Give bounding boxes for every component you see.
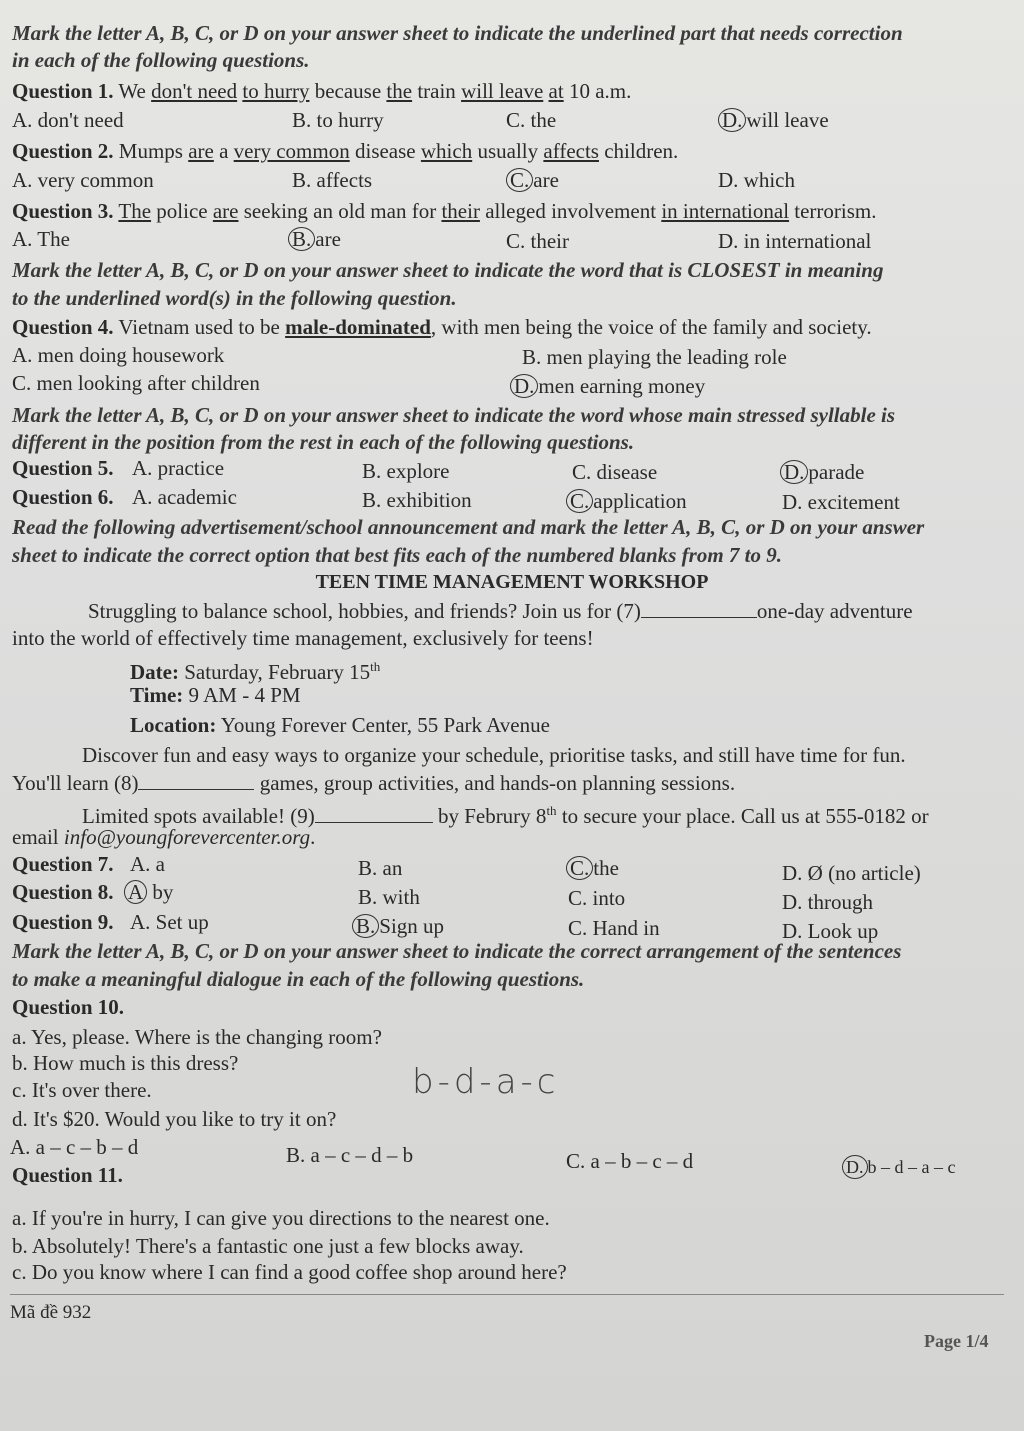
option-a[interactable]: A. academic (132, 485, 237, 509)
exam-code: Mã đề 932 (10, 1302, 92, 1323)
question-label: Question 4. (12, 315, 114, 339)
option-text: men earning money (538, 374, 706, 398)
underlined-part: their (441, 199, 480, 223)
underlined-part: affects (543, 139, 599, 163)
blank-8 (138, 789, 254, 790)
option-a[interactable]: A. a (130, 852, 165, 876)
underlined-part: will leave (461, 79, 544, 103)
text: to secure your place. Call us at 555-0182 or (556, 804, 929, 828)
option-b[interactable]: B. to hurry (292, 108, 384, 132)
ad-paragraph-3-cont (12, 824, 315, 850)
ad-paragraph-1 (88, 598, 913, 624)
option-c[interactable]: C. men looking after children (12, 371, 260, 395)
label: Date: (130, 660, 179, 684)
question-3 (12, 198, 877, 224)
ad-title: TEEN TIME MANAGEMENT WORKSHOP (315, 571, 709, 593)
option-text: parade (808, 460, 865, 484)
option-c[interactable] (566, 855, 619, 881)
option-a[interactable]: A. practice (132, 456, 225, 480)
email-address: info@youngforevercenter.org (63, 825, 311, 849)
circled-answer: D. (718, 108, 746, 132)
text: You'll learn (8) (12, 771, 139, 795)
text: one-day adventure (756, 599, 913, 623)
superscript: th (546, 803, 557, 818)
text: email (12, 825, 64, 849)
handwritten-answer: b-d-a-c (412, 1062, 560, 1102)
question-10-label: Question 10. (12, 995, 125, 1019)
option-d[interactable] (510, 373, 705, 399)
value: Young Forever Center, 55 Park Avenue (216, 713, 550, 737)
question-4 (12, 314, 872, 340)
text: train (412, 79, 462, 103)
option-d[interactable]: D. which (718, 168, 795, 192)
instruction-correction: Mark the letter A, B, C, or D on your answer sheet to indicate the underlined part that needs correction (12, 21, 903, 45)
instruction-reading-cont: sheet to indicate the correct option that best fits each of the numbered blanks from 7 to 9. (12, 543, 782, 567)
circled-answer: C. (566, 856, 593, 880)
option-d[interactable]: D. Ø (no article) (782, 861, 921, 885)
text: Vietnam used to be (113, 315, 286, 339)
question-2 (12, 138, 678, 164)
option-text: by (147, 880, 174, 904)
option-d[interactable] (780, 459, 864, 485)
circled-answer: D. (842, 1155, 868, 1179)
dialogue-line-c: c. Do you know where I can find a good coffee shop around here? (12, 1260, 567, 1284)
circled-answer: D. (780, 460, 808, 484)
underlined-part: to hurry (242, 79, 310, 103)
option-text: are (533, 168, 559, 192)
text: by Februry 8 (432, 804, 547, 828)
question-7-label: Question 7. (12, 852, 114, 876)
option-text: the (593, 856, 619, 880)
label: Location: (130, 713, 217, 737)
ad-paragraph-1-cont: into the world of effectively time management, exclusively for teens! (12, 626, 594, 650)
option-b[interactable]: B. explore (362, 459, 450, 483)
text: 10 a.m. (563, 79, 632, 103)
instruction-reading: Read the following advertisement/school announcement and mark the letter A, B, C, or D on your answer (12, 515, 925, 539)
underlined-part: the (386, 79, 413, 103)
blank-7 (641, 617, 757, 618)
option-b[interactable] (288, 226, 341, 252)
ad-location (130, 712, 550, 738)
instruction-arrangement-cont: to make a meaningful dialogue in each of the following questions. (12, 967, 585, 991)
instruction-arrangement: Mark the letter A, B, C, or D on your answer sheet to indicate the correct arrangement of the sentences (12, 939, 902, 963)
question-label: Question 3. (12, 199, 114, 223)
text: children. (598, 139, 679, 163)
underlined-part: are (188, 139, 214, 163)
superscript: th (370, 659, 381, 674)
option-c[interactable]: C. a – b – c – d (566, 1149, 694, 1173)
underlined-part: The (118, 199, 152, 223)
option-b[interactable] (352, 913, 444, 939)
option-b[interactable]: B. affects (292, 168, 373, 192)
option-b[interactable]: B. a – c – d – b (286, 1143, 414, 1167)
option-text: application (593, 489, 687, 513)
question-11-label: Question 11. (12, 1163, 123, 1187)
question-label: Question 1. (12, 79, 114, 103)
question-6-label: Question 6. (12, 485, 114, 509)
text: a (213, 139, 234, 163)
option-text: are (315, 227, 341, 251)
dialogue-line-b: b. How much is this dress? (12, 1051, 239, 1075)
option-a[interactable] (124, 879, 173, 905)
underlined-part: very common (233, 139, 350, 163)
text: because (309, 79, 387, 103)
text: Mumps (113, 139, 189, 163)
circled-answer: B. (288, 227, 315, 251)
value: 9 AM - 4 PM (183, 683, 301, 707)
option-a[interactable]: A. men doing housework (12, 343, 225, 367)
ad-time (130, 682, 301, 708)
question-label: Question 2. (12, 139, 114, 163)
dialogue-line-c: c. It's over there. (12, 1078, 152, 1102)
dialogue-line-a: a. If you're in hurry, I can give you directions to the nearest one. (12, 1206, 550, 1230)
instruction-stress-cont: different in the position from the rest in each of the following questions. (12, 430, 635, 454)
underlined-part: in international (661, 199, 790, 223)
instruction-correction-cont: in each of the following questions. (12, 48, 310, 72)
option-c[interactable]: C. the (506, 108, 557, 132)
footer-divider (10, 1294, 1004, 1295)
text: usually (472, 139, 544, 163)
value: Saturday, February 15 (178, 660, 371, 684)
text: disease (349, 139, 421, 163)
option-c[interactable]: C. into (568, 886, 626, 910)
page-number: Page 1/4 (924, 1331, 989, 1351)
dialogue-line-a: a. Yes, please. Where is the changing room? (12, 1025, 382, 1049)
underlined-part: don't need (151, 79, 238, 103)
question-8-label: Question 8. (12, 880, 114, 904)
option-a[interactable]: A. very common (12, 168, 154, 192)
option-a[interactable]: A. don't need (12, 108, 124, 132)
option-d[interactable] (842, 1154, 955, 1180)
text: , with men being the voice of the family and society. (430, 315, 872, 339)
circled-answer: D. (510, 374, 538, 398)
text: . (310, 825, 316, 849)
instruction-closest: Mark the letter A, B, C, or D on your answer sheet to indicate the word that is CLOSEST in meaning (12, 258, 884, 282)
dialogue-line-d: d. It's $20. Would you like to try it on? (12, 1107, 337, 1131)
text: Limited spots available! (9) (82, 804, 315, 828)
circled-answer: C. (506, 168, 533, 192)
label: Time: (130, 683, 184, 707)
ad-paragraph-2-cont (12, 770, 735, 796)
option-d[interactable]: D. excitement (782, 490, 900, 514)
question-5-label: Question 5. (12, 456, 114, 480)
option-c[interactable] (506, 167, 559, 193)
option-d[interactable]: D. Look up (782, 919, 879, 943)
blank-9 (315, 822, 433, 823)
text: We (118, 79, 152, 103)
underlined-part: are (212, 199, 239, 223)
option-b[interactable]: B. with (358, 885, 420, 909)
option-c[interactable]: C. their (506, 229, 569, 253)
text: seeking an old man for (238, 199, 442, 223)
circled-answer: A (124, 880, 147, 904)
instruction-stress: Mark the letter A, B, C, or D on your answer sheet to indicate the word whose main stressed syllable is (12, 403, 896, 427)
option-text: b – d – a – c (867, 1157, 956, 1177)
option-d[interactable]: D. through (782, 890, 873, 914)
option-a[interactable]: A. Set up (130, 910, 209, 934)
option-text: Sign up (379, 914, 445, 938)
underlined-part: at (548, 79, 564, 103)
option-d[interactable] (718, 107, 829, 133)
ad-date (130, 654, 380, 685)
underlined-word: male-dominated (285, 315, 431, 339)
option-d[interactable]: D. in international (718, 229, 872, 253)
dialogue-line-b: b. Absolutely! There's a fantastic one just a few blocks away. (12, 1234, 524, 1258)
option-b[interactable]: B. exhibition (362, 488, 472, 512)
option-a[interactable]: A. The (12, 227, 70, 251)
text: terrorism. (789, 199, 877, 223)
text: Struggling to balance school, hobbies, and friends? Join us for (7) (88, 599, 641, 623)
instruction-closest-cont: to the underlined word(s) in the following question. (12, 286, 457, 310)
text: games, group activities, and hands-on planning sessions. (254, 771, 736, 795)
circled-answer: B. (352, 914, 379, 938)
option-c[interactable] (566, 488, 687, 514)
option-a[interactable]: A. a – c – b – d (10, 1135, 139, 1159)
question-1 (12, 78, 631, 104)
option-c[interactable]: C. Hand in (568, 916, 660, 940)
underlined-part: which (420, 139, 473, 163)
option-b[interactable]: B. an (358, 856, 403, 880)
ad-paragraph-2: Discover fun and easy ways to organize your schedule, prioritise tasks, and still have time for fun. (82, 743, 906, 767)
option-text: will leave (746, 108, 829, 132)
circled-answer: C. (566, 489, 593, 513)
text: alleged involvement (479, 199, 662, 223)
option-b[interactable]: B. men playing the leading role (522, 345, 787, 369)
option-c[interactable]: C. disease (572, 460, 658, 484)
question-9-label: Question 9. (12, 910, 114, 934)
text: police (151, 199, 213, 223)
